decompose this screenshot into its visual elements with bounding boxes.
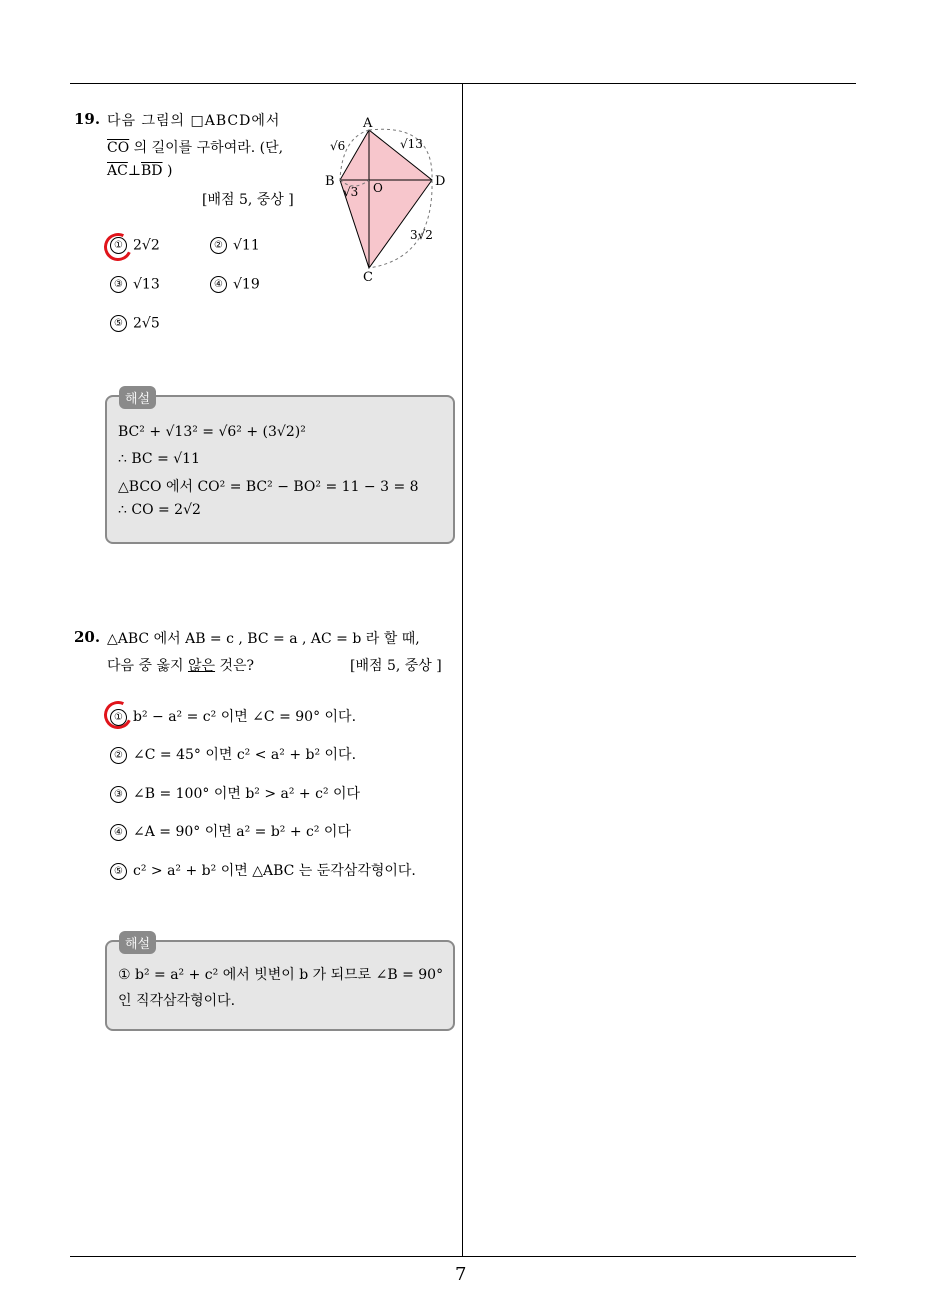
q20-choice-5[interactable] <box>110 860 416 880</box>
q20-solution-tag: 해설 <box>119 931 156 954</box>
label-c: C <box>363 270 373 285</box>
choice-marker: ② <box>210 237 227 254</box>
choice-value: √19 <box>233 276 260 293</box>
q20-number: 20. <box>74 628 101 646</box>
q19-line3 <box>107 163 172 179</box>
q20-choice-2[interactable] <box>110 744 356 764</box>
choice-marker: ② <box>110 747 127 764</box>
q20-score: [배점 5, 중상 ] <box>350 658 442 674</box>
choice-value: 2√2 <box>133 237 160 254</box>
q20-line2-end: 것은? <box>215 658 255 674</box>
choice-marker: ④ <box>110 824 127 841</box>
q20-choice-3[interactable] <box>110 783 360 803</box>
choice-text: ∠A = 90° 이면 a² = b² + c² 이다 <box>133 824 351 840</box>
choice-text: b² − a² = c² 이면 ∠C = 90° 이다. <box>133 709 357 725</box>
q19-segment-co: $\overline{CO}$ <box>107 140 130 156</box>
q20-line2-text: 다음 중 옳지 <box>107 658 188 674</box>
q19-number: 19. <box>74 110 101 128</box>
q19-choice-5[interactable] <box>110 315 160 332</box>
q19-choice-3[interactable] <box>110 276 160 293</box>
q19-segment-ac: $\overline{AC}$ <box>107 163 128 179</box>
q19-line2-text: 의 길이를 구하여라. (단, <box>129 140 284 156</box>
choice-marker: ① <box>110 237 127 254</box>
label-a: A <box>363 116 373 131</box>
choice-value: √11 <box>233 237 260 254</box>
choice-marker: ④ <box>210 276 227 293</box>
q19-line3-end: ) <box>162 163 173 179</box>
column-divider <box>462 83 463 1257</box>
q19-solution-tag: 해설 <box>119 386 156 409</box>
choice-marker: ⑤ <box>110 315 127 332</box>
q19-choice-4[interactable] <box>210 276 260 293</box>
q20-solution-line2: 인 직각삼각형이다. <box>118 993 236 1009</box>
q19-solution-box <box>105 395 455 544</box>
label-cd: 3√2 <box>410 228 433 242</box>
q20-choice-1[interactable] <box>110 706 356 726</box>
choice-marker: ① <box>110 709 127 726</box>
q20-choice-4[interactable] <box>110 821 351 841</box>
bottom-rule <box>70 1256 856 1257</box>
q20-not-underlined: 않은 <box>187 658 216 674</box>
q19-segment-bd: $\overline{BD}$ <box>141 163 163 179</box>
choice-text: c² > a² + b² 이면 △ABC 는 둔각삼각형이다. <box>133 863 416 879</box>
q20-solution-line1: ① b² = a² + c² 에서 빗변이 b 가 되므로 ∠B = 90° <box>118 967 444 983</box>
label-ad: √13 <box>400 137 423 151</box>
choice-value: √13 <box>133 276 160 293</box>
q20-line2 <box>107 655 254 675</box>
top-rule <box>70 83 856 84</box>
label-b: B <box>325 174 335 189</box>
choice-marker: ⑤ <box>110 863 127 880</box>
choice-text: ∠B = 100° 이면 b² > a² + c² 이다 <box>133 786 361 802</box>
choice-marker: ③ <box>110 786 127 803</box>
choice-text: ∠C = 45° 이면 c² < a² + b² 이다. <box>133 747 357 763</box>
q19-line1: 다음 그림의 □ABCD에서 <box>107 113 281 129</box>
q19-solution-line2: ∴ BC = √11 <box>118 451 200 467</box>
choice-marker: ③ <box>110 276 127 293</box>
q19-figure <box>322 108 452 288</box>
choice-value: 2√5 <box>133 315 160 332</box>
label-ab: √6 <box>330 139 346 153</box>
label-bo: √3 <box>343 185 359 199</box>
page-number: 7 <box>455 1264 467 1285</box>
label-d: D <box>435 174 446 189</box>
q19-score: [배점 5, 중상 ] <box>202 192 294 208</box>
q19-choice-2[interactable] <box>210 237 260 254</box>
q19-solution-line1: BC² + √13² = √6² + (3√2)² <box>118 424 306 440</box>
q19-solution-line4: ∴ CO = 2√2 <box>118 502 201 518</box>
perp-symbol: ⊥ <box>127 163 141 179</box>
q19-line2 <box>107 137 283 157</box>
label-o: O <box>373 181 383 195</box>
q20-solution-box <box>105 940 455 1031</box>
q19-choice-1[interactable] <box>110 237 160 254</box>
q19-solution-line3: △BCO 에서 CO² = BC² − BO² = 11 − 3 = 8 <box>118 479 419 495</box>
q20-line1: △ABC 에서 AB = c , BC = a , AC = b 라 할 때, <box>107 631 420 647</box>
